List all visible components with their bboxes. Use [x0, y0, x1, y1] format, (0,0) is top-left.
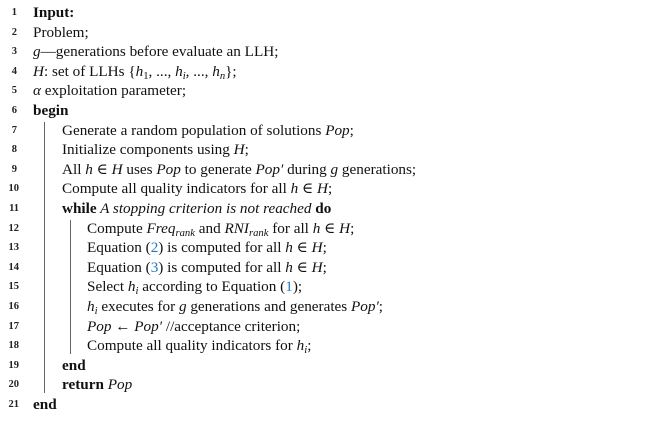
- text-fragment: );: [292, 278, 303, 296]
- keyword: do: [311, 200, 332, 217]
- text-fragment: A stopping criterion is not reached: [96, 200, 312, 217]
- line-number: 16: [8, 301, 19, 312]
- text-fragment: Pop: [325, 121, 350, 139]
- line-text: [33, 81, 186, 101]
- text-fragment: i: [182, 70, 186, 82]
- line-number: 13: [8, 242, 19, 254]
- line-number: 19: [8, 359, 19, 371]
- text-fragment: ∈: [320, 219, 340, 237]
- text-fragment: h: [285, 258, 293, 276]
- equation-reference-link[interactable]: 2: [150, 239, 159, 257]
- line-number: 12: [8, 222, 19, 234]
- text-fragment: and: [194, 219, 225, 237]
- text-fragment: All: [62, 160, 86, 178]
- line-number: 7: [11, 124, 17, 136]
- text-fragment: h: [85, 160, 93, 178]
- text-fragment: g: [33, 43, 41, 61]
- text-fragment: , ...,: [148, 62, 176, 80]
- line-number: 10: [8, 183, 19, 195]
- line-text: [62, 375, 132, 395]
- text-fragment: h: [312, 219, 321, 237]
- text-fragment: rank: [175, 227, 195, 239]
- line-text: [33, 62, 237, 82]
- keyword: Input:: [33, 4, 75, 21]
- line-text: [62, 199, 331, 219]
- text-fragment: h: [212, 62, 220, 80]
- text-fragment: 1: [143, 70, 149, 82]
- text-fragment: h: [290, 180, 299, 198]
- line-number: 9: [11, 163, 17, 175]
- line-text: [33, 3, 74, 23]
- text-fragment: h: [127, 278, 136, 296]
- text-fragment: rank: [248, 227, 269, 239]
- text-fragment: α: [33, 82, 41, 100]
- keyword: end: [62, 356, 86, 374]
- text-fragment: H: [339, 219, 351, 237]
- text-fragment: ) is computed for all: [158, 258, 286, 276]
- text-fragment: //acceptance criterion;: [162, 317, 301, 335]
- text-fragment: ;: [350, 219, 355, 237]
- line-text: [62, 179, 332, 199]
- text-fragment: Pop′: [351, 298, 379, 315]
- line-text: [62, 121, 354, 141]
- text-fragment: h: [296, 337, 305, 355]
- line-text: [87, 317, 300, 337]
- text-fragment: Problem;: [33, 23, 89, 41]
- text-fragment: ∈: [292, 239, 312, 257]
- text-fragment: ;: [244, 141, 249, 159]
- text-fragment: generations and generates: [186, 298, 351, 315]
- text-fragment: generations;: [338, 160, 417, 178]
- text-fragment: Compute all quality indicators for: [87, 337, 297, 355]
- text-fragment: H: [317, 180, 329, 198]
- text-fragment: h: [135, 62, 144, 80]
- line-number: 3: [11, 46, 17, 58]
- keyword: while: [62, 200, 97, 217]
- text-fragment: h: [87, 298, 95, 315]
- text-fragment: H: [33, 62, 44, 80]
- line-text: [33, 101, 68, 121]
- text-fragment: h: [175, 62, 183, 80]
- text-fragment: ;: [349, 121, 354, 139]
- text-fragment: ←: [111, 317, 135, 335]
- text-fragment: H: [233, 141, 245, 159]
- line-text: [87, 219, 354, 239]
- text-fragment: Select: [87, 278, 128, 296]
- text-fragment: to generate: [180, 160, 256, 178]
- text-fragment: Pop: [156, 160, 181, 178]
- text-fragment: h: [285, 239, 293, 257]
- equation-reference-link[interactable]: 1: [285, 278, 293, 296]
- text-fragment: i: [135, 286, 139, 298]
- line-text: [33, 23, 89, 43]
- text-fragment: Pop: [103, 376, 133, 394]
- text-fragment: Equation (: [87, 239, 151, 257]
- text-fragment: —generations before evaluate an LLH;: [40, 43, 279, 61]
- text-fragment: Equation (: [87, 258, 151, 276]
- text-fragment: Freq: [146, 219, 176, 237]
- text-fragment: according to Equation (: [138, 278, 286, 296]
- line-number: 5: [11, 85, 17, 97]
- line-text: [62, 160, 416, 180]
- text-fragment: for all: [268, 219, 313, 237]
- line-text: [87, 238, 327, 258]
- line-number: 15: [8, 281, 19, 293]
- line-number: 21: [8, 399, 19, 410]
- line-number: 20: [8, 379, 19, 391]
- text-fragment: H: [311, 239, 323, 257]
- text-fragment: ∈: [292, 258, 312, 276]
- keyword: end: [33, 396, 57, 413]
- text-fragment: ;: [322, 239, 327, 257]
- text-fragment: Generate a random population of solutions: [62, 121, 326, 139]
- line-number: 17: [8, 320, 19, 332]
- keyword: return: [62, 376, 104, 394]
- text-fragment: Compute all quality indicators for all: [62, 180, 291, 198]
- text-fragment: Compute: [87, 219, 147, 237]
- line-number: 1: [11, 7, 17, 18]
- text-fragment: ∈: [298, 180, 318, 198]
- text-fragment: Pop: [87, 317, 112, 335]
- line-text: [33, 395, 57, 415]
- text-fragment: during: [283, 160, 331, 178]
- line-number: 18: [8, 340, 19, 352]
- text-fragment: ;: [328, 180, 333, 198]
- text-fragment: H: [311, 258, 323, 276]
- line-number: 8: [11, 144, 17, 156]
- line-number: 14: [8, 261, 19, 273]
- text-fragment: : set of LLHs {: [43, 62, 136, 80]
- text-fragment: i: [94, 306, 98, 317]
- text-fragment: , ...,: [185, 62, 213, 80]
- text-fragment: n: [219, 70, 226, 82]
- text-fragment: H: [111, 160, 123, 178]
- text-fragment: ;: [378, 298, 384, 315]
- text-fragment: ;: [322, 258, 327, 276]
- line-number: 4: [11, 65, 17, 77]
- text-fragment: Pop′: [134, 317, 163, 335]
- line-text: [87, 297, 383, 317]
- line-number: 11: [9, 203, 19, 214]
- text-fragment: g: [330, 160, 339, 178]
- text-fragment: ) is computed for all: [158, 239, 286, 257]
- text-fragment: i: [304, 345, 308, 357]
- line-text: [87, 336, 311, 356]
- line-number: 2: [11, 26, 17, 38]
- text-fragment: g: [178, 298, 187, 315]
- block-scope-rule: [70, 220, 71, 354]
- line-text: [87, 277, 302, 297]
- text-fragment: Pop′: [255, 160, 284, 178]
- text-fragment: ∈: [92, 160, 112, 178]
- text-fragment: executes for: [97, 298, 179, 315]
- block-scope-rule: [44, 122, 45, 393]
- line-number: 6: [11, 105, 17, 116]
- text-fragment: uses: [122, 160, 157, 178]
- equation-reference-link[interactable]: 3: [150, 258, 159, 276]
- keyword: begin: [33, 102, 69, 119]
- text-fragment: exploitation parameter;: [40, 82, 187, 100]
- line-text: [62, 356, 86, 376]
- line-text: [62, 140, 249, 160]
- text-fragment: ;: [307, 337, 312, 355]
- line-text: [33, 42, 278, 62]
- text-fragment: RNI: [224, 219, 249, 237]
- text-fragment: };: [225, 62, 237, 80]
- line-text: [87, 258, 327, 278]
- text-fragment: Initialize components using: [62, 141, 234, 159]
